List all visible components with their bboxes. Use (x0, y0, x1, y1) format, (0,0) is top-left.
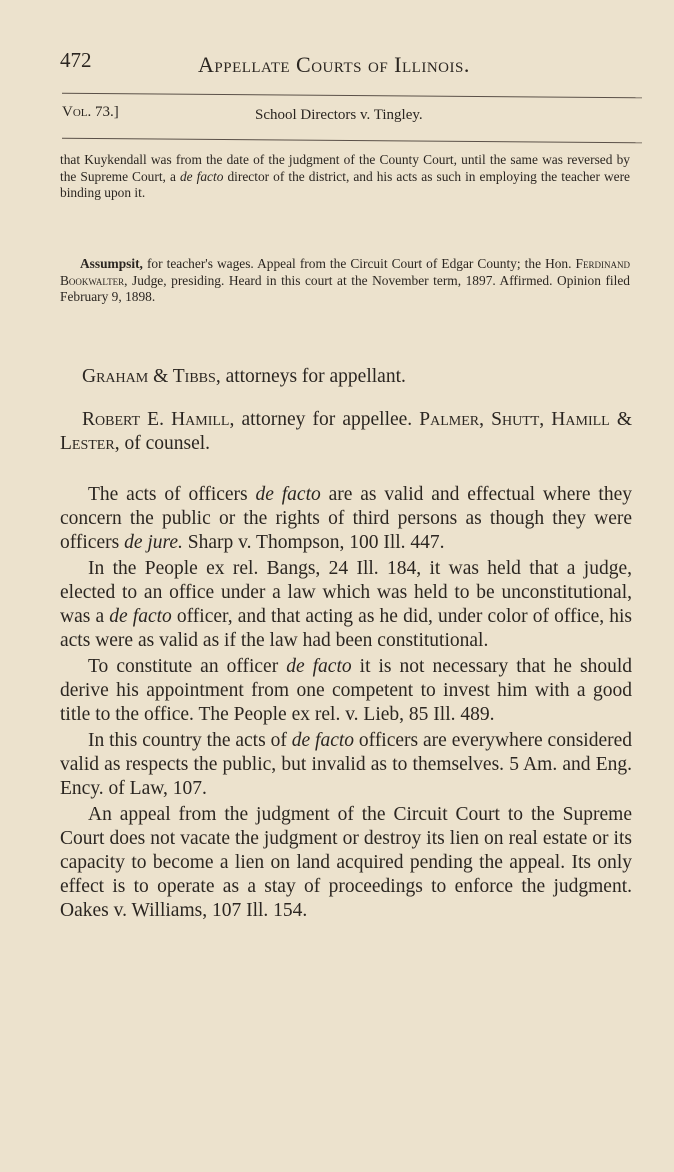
text-segment: are as valid and effectual where they concern the public or the rights of third persons as though they were officers (60, 484, 632, 553)
headnote-paragraph (60, 152, 630, 202)
case-title: School Directors v. Tingley. (255, 107, 423, 123)
text-segment: Sharp v. Thompson, 100 Ill. 447. (182, 532, 445, 553)
text-segment: Assumpsit, (80, 256, 143, 271)
body-paragraph (60, 803, 632, 923)
running-title: Appellate Courts of Illinois. (198, 52, 470, 77)
italic-text: de facto (286, 656, 352, 677)
text-segment: , attorneys for appellant. (215, 366, 406, 387)
name-text: Ferdinand Bookwalter (60, 256, 630, 288)
italic-text: de jure. (124, 532, 183, 553)
text-segment: officers are everywhere considered valid as respects the public, but invalid as to themselves. 5 Am. and Eng. Ency. of Law, 107. (60, 730, 633, 799)
text-segment: , Judge, presiding. Heard in this court at the November term, 1897. Affirmed. Opinion filed February 9, 1898. (60, 272, 630, 304)
italic-text: de facto (109, 606, 172, 627)
italic-text: de facto (179, 168, 224, 184)
text-segment: To constitute an officer (88, 656, 287, 677)
volume-label: Vol. 73.] (62, 104, 119, 120)
appellee-counsel (60, 408, 632, 456)
case-summary-paragraph (60, 256, 630, 306)
text-segment: it is not necessary that he should derive his appointment from one competent to invest him with a good title to the office. The People ex rel. v. Lieb, 85 Ill. 489. (60, 656, 632, 725)
body-paragraph (60, 557, 632, 653)
header-rule-top (62, 93, 642, 99)
name-text: Palmer, Shutt, Hamill & Lester (60, 409, 632, 454)
page-number: 472 (60, 48, 92, 72)
body-paragraph (60, 483, 632, 555)
name-text: Robert E. Hamill (82, 409, 230, 430)
appellant-counsel (60, 365, 632, 389)
header-rule-bottom (62, 138, 642, 144)
name-text: Graham & Tibbs (82, 366, 216, 387)
text-segment: In this country the acts of (88, 730, 292, 751)
text-segment: In the People ex rel. Bangs, 24 Ill. 184, it was held that a judge, elected to an office under a law which was held to be unconstitutional, was a (60, 558, 632, 627)
text-segment: director of the district, and his acts as such in employing the teacher were binding upon it. (60, 168, 630, 200)
italic-text: de facto (255, 484, 321, 505)
text-segment: , of counsel. (114, 433, 211, 454)
text-segment: , attorney for appellee. (229, 409, 420, 430)
text-segment: for teacher's wages. Appeal from the Circuit Court of Edgar County; the Hon. (142, 256, 576, 271)
body-paragraph (60, 655, 632, 727)
argument-body (60, 483, 632, 925)
body-paragraph (60, 729, 632, 801)
text-segment: that Kuykendall was from the date of the judgment of the County Court, until the same was reversed by the Supreme Court, a (60, 152, 630, 184)
text-segment: officer, and that acting as he did, under color of office, his acts were as valid as if the law had been constitutional. (60, 606, 632, 651)
text-segment: An appeal from the judgment of the Circuit Court to the Supreme Court does not vacate the judgment or destroy its lien on real estate or its capacity to become a lien on land acquired pending the appeal. Its only effect is to operate as a stay of proceedings to enforce the judgment. Oakes v. Williams, 107 Ill. 154. (60, 804, 632, 921)
text-segment: The acts of officers (88, 484, 256, 505)
italic-text: de facto (291, 730, 355, 751)
